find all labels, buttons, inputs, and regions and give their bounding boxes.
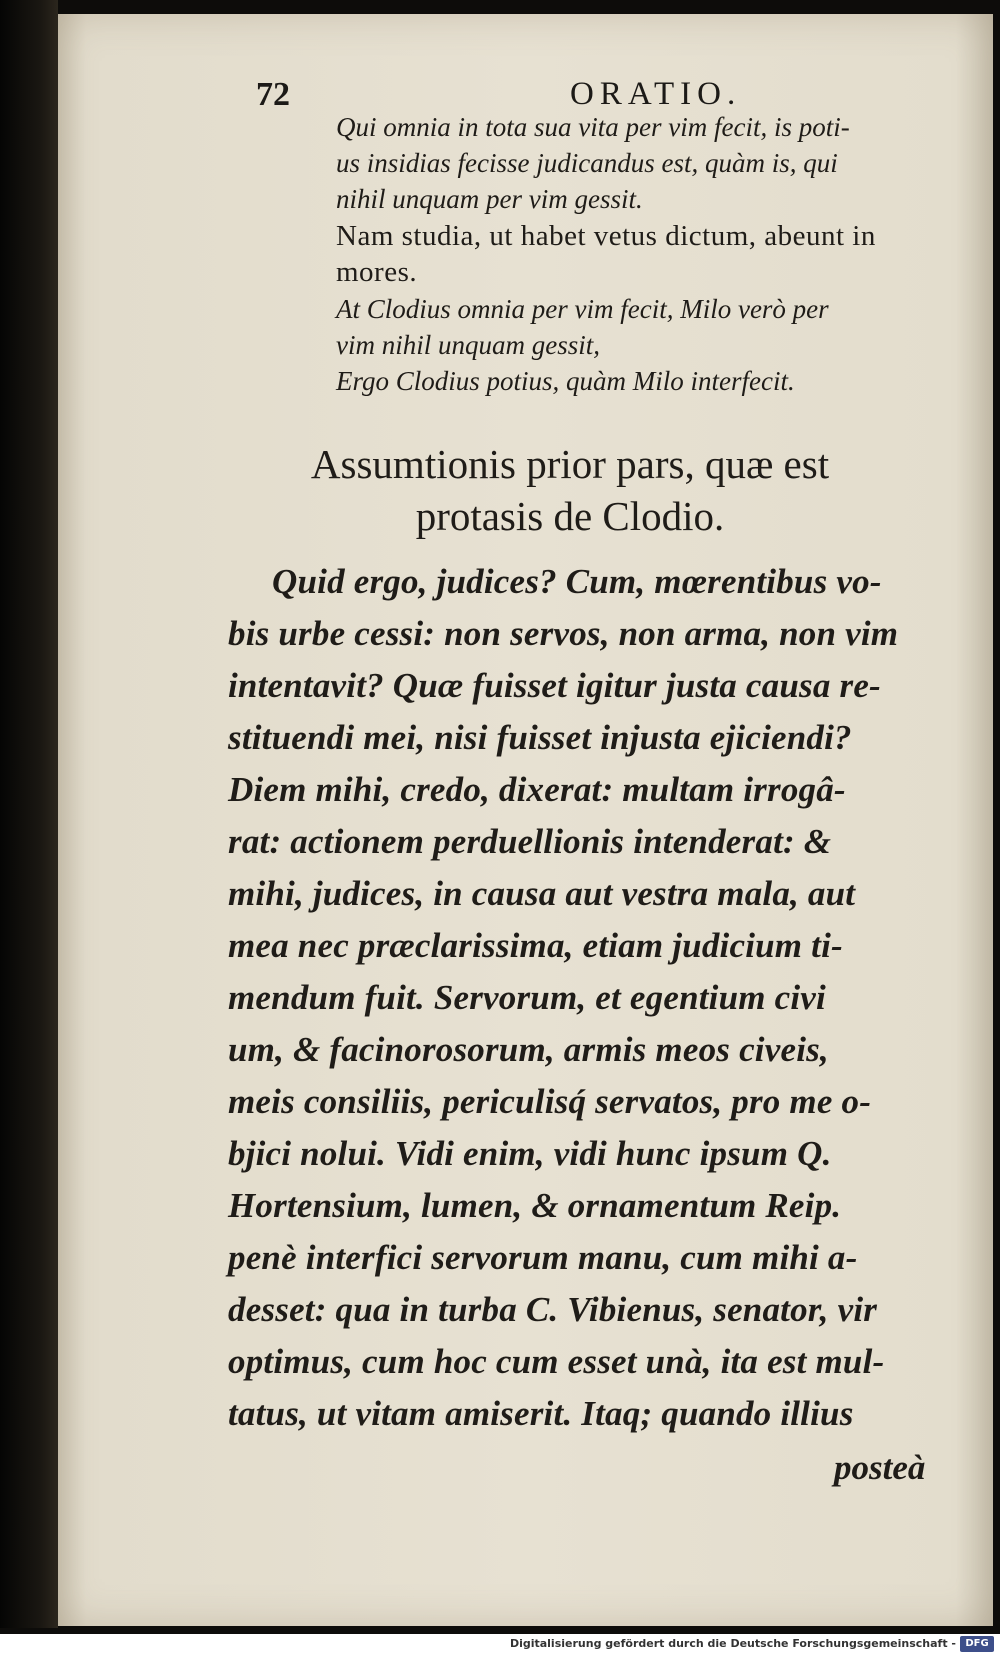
heading-line: Assumtionis prior pars, quæ est bbox=[310, 441, 830, 487]
syllogism-line: Nam studia, ut habet vetus dictum, abeunt in bbox=[336, 220, 876, 252]
body-line: intentavit? Quæ fuisset igitur justa causa re- bbox=[228, 666, 881, 705]
footer-bar bbox=[0, 1634, 1000, 1655]
body-line: bis urbe cessi: non servos, non arma, non vim bbox=[228, 614, 899, 653]
body-line: Diem mihi, credo, dixerat: multam irrogâ- bbox=[228, 770, 846, 809]
syllogism-line: vim nihil unquam gessit, bbox=[336, 330, 600, 360]
body-line: rat: actionem perduellionis intenderat: & bbox=[228, 822, 832, 861]
running-title: ORATIO. bbox=[570, 76, 742, 112]
body-line: meis consiliis, periculisq́ servatos, pro me o- bbox=[228, 1082, 872, 1121]
syllogism-line: nihil unquam per vim gessit. bbox=[336, 184, 643, 214]
body-line: Hortensium, lumen, & ornamentum Reip. bbox=[228, 1186, 842, 1225]
syllogism-line: us insidias fecisse judicandus est, quàm is, qui bbox=[336, 148, 838, 178]
syllogism-line: At Clodius omnia per vim fecit, Milo verò per bbox=[336, 294, 829, 324]
body-line: mendum fuit. Servorum, et egentium civi bbox=[228, 978, 826, 1017]
book-spine bbox=[0, 0, 58, 1628]
catchword: posteà bbox=[834, 1448, 926, 1487]
dfg-logo: DFG bbox=[960, 1636, 994, 1652]
book-page bbox=[58, 14, 993, 1626]
syllogism-line: mores. bbox=[336, 256, 418, 288]
body-line: Quid ergo, judices? Cum, mœrentibus vo- bbox=[272, 562, 882, 601]
body-line: um, & facinorosorum, armis meos civeis, bbox=[228, 1030, 829, 1069]
body-line: optimus, cum hoc cum esset unà, ita est mul- bbox=[228, 1342, 885, 1381]
body-line: desset: qua in turba C. Vibienus, senator, vir bbox=[228, 1290, 878, 1329]
syllogism-line: Ergo Clodius potius, quàm Milo interfecit. bbox=[336, 366, 795, 396]
body-line: tatus, ut vitam amiserit. Itaq; quando illius bbox=[228, 1394, 854, 1433]
heading-line: protasis de Clodio. bbox=[415, 493, 725, 539]
syllogism-line: Qui omnia in tota sua vita per vim fecit, is poti- bbox=[336, 112, 850, 142]
body-line: mihi, judices, in causa aut vestra mala, aut bbox=[228, 874, 856, 913]
body-line: bjici nolui. Vidi enim, vidi hunc ipsum Q. bbox=[228, 1134, 832, 1173]
body-line: stituendi mei, nisi fuisset injusta ejiciendi? bbox=[228, 718, 852, 757]
body-line: mea nec præclarissima, etiam judicium ti- bbox=[228, 926, 843, 965]
page-number: 72 bbox=[256, 76, 290, 113]
body-line: penè interfici servorum manu, cum mihi a- bbox=[228, 1238, 858, 1277]
funding-credit: Digitalisierung gefördert durch die Deutsche Forschungsgemeinschaft - bbox=[509, 1637, 956, 1650]
